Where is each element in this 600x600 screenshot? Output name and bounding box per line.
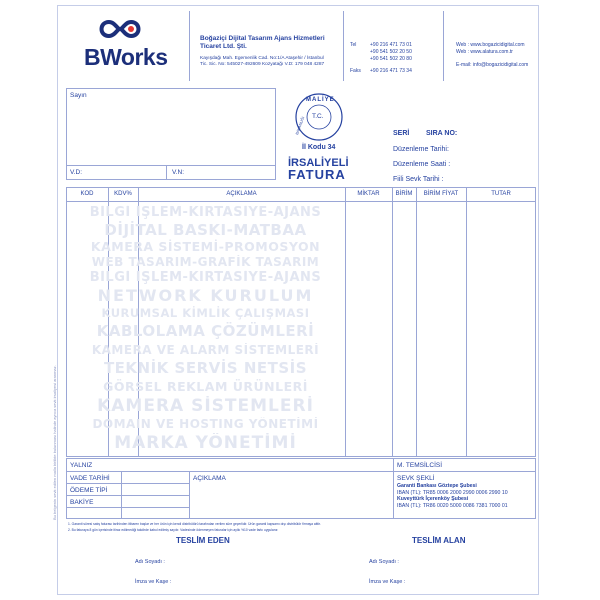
col-aciklama: AÇIKLAMA — [226, 191, 257, 197]
alan-adi-soyadi: Adı Soyadı : — [369, 559, 399, 565]
watermark-line: BİLGİ İŞLEM-KIRTASİYE-AJANS — [89, 270, 322, 285]
col-kod: KOD — [80, 191, 94, 197]
col-birim-fiyat: BİRİM FİYAT — [423, 191, 459, 197]
seal-left-text: BAKANLIĞI — [295, 116, 306, 136]
watermark-line: KAMERA VE ALARM SİSTEMLERİ — [91, 343, 320, 357]
col-miktar: MİKTAR — [357, 191, 380, 197]
eden-adi-soyadi: Adı Soyadı : — [135, 559, 165, 565]
watermark-line: NETWORK KURULUM — [97, 286, 314, 305]
watermark-line: KAMERA SİSTEMLERİ — [97, 396, 314, 416]
seal-code: İl Kodu 34 — [302, 144, 336, 151]
watermark-line: GÖRSEL REKLAM ÜRÜNLERİ — [103, 379, 308, 394]
meta-duzenleme-saati: Düzenleme Saati : — [393, 161, 451, 168]
watermark-line: MARKA YÖNETİMİ — [114, 433, 297, 453]
fax-number: +90 216 471 73 34 — [370, 68, 412, 74]
meta-fiili-sevk: Fiili Sevk Tarihi : — [393, 176, 444, 183]
meta-duzenleme-tarihi: Düzenleme Tarihi: — [393, 146, 449, 153]
watermark-line: TEKNİK SERVİS NETSİS — [103, 359, 308, 377]
footer-m-temsilcisi: M. TEMSİLCİSİ — [397, 462, 443, 469]
meta-seri: SERİ — [393, 130, 410, 137]
customer-box — [66, 88, 276, 180]
footer-sevk-sekli: SEVK ŞEKLİ — [397, 475, 435, 482]
customer-vn: V.N: — [172, 169, 185, 176]
web-block: Web : www.bogazicidigital.com Web : www.alatura.com.tr — [456, 42, 525, 55]
invoice-page — [57, 5, 539, 595]
bank-info: Garanti Bankası Göztepe Şubesi IBAN (TL): TR85 0006 2000 2990 0006 2990 10 Kuveyttürk İçerenköy Şubesi IBAN (TL): TR86 0020 5000 0086 7381 7000 01 — [397, 483, 508, 509]
watermark-line: BİLGİ İŞLEM-KIRTASİYE-AJANS — [89, 205, 322, 220]
company-name: Boğaziçi Dijital Tasarım Ajans Hizmetleri Ticaret Ltd. Şti. — [200, 35, 325, 50]
footer-aciklama: AÇIKLAMA — [193, 475, 226, 482]
seal-top-text: MALİYE — [306, 97, 335, 103]
footer-odeme-tipi: ÖDEME TİPİ — [70, 487, 108, 494]
logo-text: BWorks — [84, 44, 168, 70]
footer-vade-tarihi: VADE TARİHİ — [70, 475, 110, 482]
logo-mark — [95, 18, 145, 40]
alan-imza: İmza ve Kaşe : — [369, 579, 406, 585]
tel-numbers: +90 216 471 73 01 +90 541 502 20 50 +90 541 502 20 80 — [370, 42, 412, 62]
eden-imza: İmza ve Kaşe : — [135, 579, 172, 585]
footer-bakiye: BAKİYE — [70, 499, 94, 506]
customer-sayin: Sayın — [70, 92, 87, 99]
teslim-alan: TESLİM ALAN — [412, 536, 466, 545]
vertical-note: Bu belgenin sevk edilen malla birlikte bulunması halinde ayrıca sevk irsaliyesi aranmaz. — [52, 365, 57, 520]
footer-note-1: 1. Garanti süresi satış faturası tarihinden itibaren başlar ve her ürün için kendi distribütörü tarafından verilen süre geçerlidir. Ürün garanti kapsamı dışı distribütör firmaya aittir. — [68, 522, 321, 526]
watermark-line: KAMERA SİSTEMİ-PROMOSYON — [90, 239, 321, 254]
tel-label: Tel — [350, 42, 357, 48]
watermark-line: DİJİTAL BASKI-MATBAA — [104, 221, 307, 239]
col-birim: BİRİM — [395, 191, 413, 197]
col-kdv: KDV% — [114, 191, 132, 197]
seal-center-text: T.C. — [312, 113, 324, 120]
fax-label: Faks — [350, 68, 361, 74]
teslim-eden: TESLİM EDEN — [176, 536, 230, 545]
customer-vd: V.D: — [70, 169, 83, 176]
watermark-line: WEB TASARIM-GRAFİK TASARIM — [91, 255, 320, 269]
watermark-line: KABLOLAMA ÇÖZÜMLERİ — [96, 322, 315, 340]
watermark-line: DOMAIN VE HOSTING YÖNETİMİ — [92, 417, 319, 431]
footer-note-2: 2. Bu faturaya 8 gün içerisinde itiraz edilmediği takdirde kabul edilmiş sayılır. Vadesinde ödenmeyen faturalar için aylık %10 vade farkı uygulanır. — [68, 528, 279, 532]
company-address: Kayışdağı Mah. Egemenlik Cad. No:1/A Ataşehir / İstanbul Tic. Sic. No: 545027-492609 Kozyatağı V.D: 179 048 4287 — [200, 56, 325, 67]
footer-yalniz: YALNIZ — [70, 462, 93, 469]
meta-sira: SIRA NO: — [426, 130, 458, 137]
email: E-mail: info@bogazicidigital.com — [456, 62, 529, 68]
watermark-line: KURUMSAL KİMLİK ÇALIŞMASI — [101, 306, 310, 320]
doc-title: İRSALİYELİ FATURA — [288, 157, 349, 182]
col-tutar: TUTAR — [491, 191, 511, 197]
